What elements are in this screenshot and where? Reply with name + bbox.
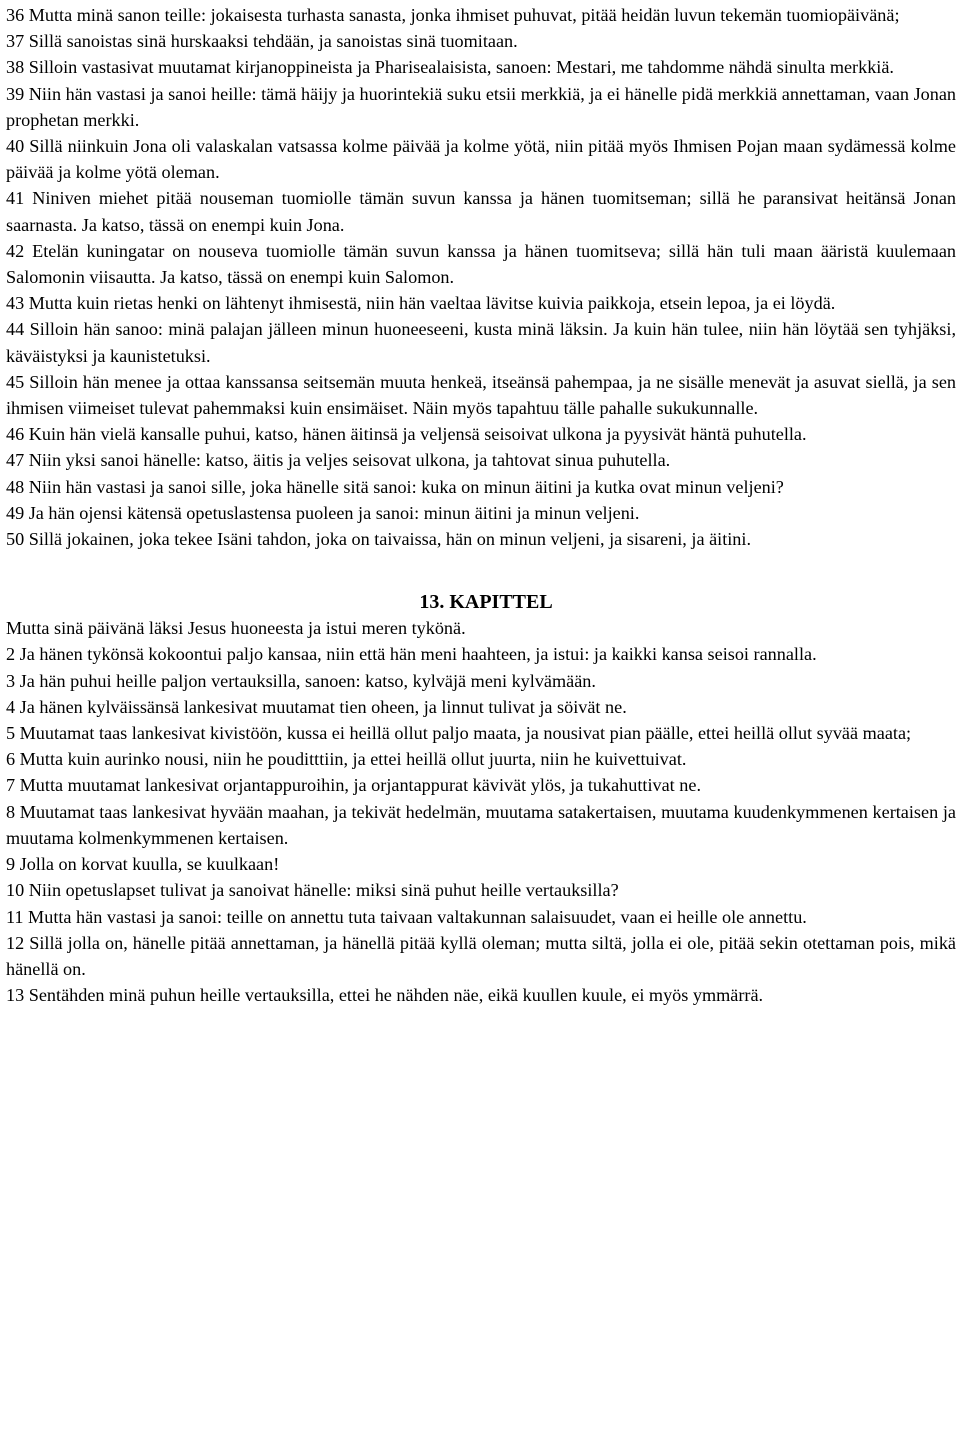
verse: 4 Ja hänen kylväissänsä lankesivat muutamat tien oheen, ja linnut tulivat ja söivät ne.: [6, 696, 627, 717]
verse: 3 Ja hän puhui heille paljon vertauksilla, sanoen: katso, kylväjä meni kylvämään.: [6, 670, 596, 691]
verse: 46 Kuin hän vielä kansalle puhui, katso, hänen äitinsä ja veljensä seisoivat ulkona ja pyysivät häntä puhutella.: [6, 424, 807, 445]
verse: 50 Sillä jokainen, joka tekee Isäni tahdon, joka on taivaissa, hän on minun veljeni, ja sisareni, ja äitini.: [6, 529, 752, 550]
verse: 13 Sentähden minä puhun heille vertauksilla, ettei he nähden näe, eikä kuullen kuule, ei myös ymmärrä.: [6, 985, 764, 1006]
verse: 41 Niniven miehet pitää nouseman tuomiolle tämän suvun kanssa ja hänen tuomitseman; sillä he paransivat heitänsä Jonan saarnasta. Ja katso, tässä on enempi kuin Jona.: [6, 188, 956, 235]
chapter-title: 13. KAPITTEL: [419, 591, 553, 614]
verse: 39 Niin hän vastasi ja sanoi heille: tämä häijy ja huorintekiä suku etsii merkkiä, ja ei hänelle pidä merkkiä annettaman, vaan Jonan prophetan merkki.: [6, 83, 957, 130]
verse: 43 Mutta kuin rietas henki on lähtenyt ihmisestä, niin hän vaeltaa lävitse kuivia paikkoja, etsein lepoa, ja ei löydä.: [6, 293, 836, 314]
verse: 38 Silloin vastasivat muutamat kirjanoppineista ja Pharisealaisista, sanoen: Mestari, me tahdomme nähdä sinulta merkkiä.: [6, 57, 894, 78]
verses-section-1: [6, 2, 956, 552]
verse: 49 Ja hän ojensi kätensä opetuslastensa puoleen ja sanoi: minun äitini ja minun veljeni.: [6, 502, 640, 523]
verse: 2 Ja hänen tykönsä kokoontui paljo kansaa, niin että hän meni haahteen, ja istui: ja kaikki kansa seisoi rannalla.: [6, 644, 817, 665]
verse: 44 Silloin hän sanoo: minä palajan jälleen minun huoneeseeni, kusta minä läksin. Ja kuin hän tulee, niin hän löytää sen tyhjäksi, käväistyksi ja kaunistetuksi.: [6, 319, 956, 366]
verse: 9 Jolla on korvat kuulla, se kuulkaan!: [6, 854, 280, 875]
verse: 48 Niin hän vastasi ja sanoi sille, joka hänelle sitä sanoi: kuka on minun äitini ja kutka ovat minun veljeni?: [6, 476, 784, 497]
verse: 6 Mutta kuin aurinko nousi, niin he pouditttiin, ja ettei heillä ollut juurta, niin he kuivettuivat.: [6, 749, 687, 770]
verse: 12 Sillä jolla on, hänelle pitää annettaman, ja hänellä pitää kyllä oleman; mutta siltä, jolla ei ole, pitää sekin otettaman pois, mikä hänellä on.: [6, 932, 956, 979]
verse: 11 Mutta hän vastasi ja sanoi: teille on annettu tuta taivaan valtakunnan salaisuudet, vaan ei heille ole annettu.: [6, 906, 807, 927]
verse: 8 Muutamat taas lankesivat hyvään maahan, ja tekivät hedelmän, muutama satakertaisen, muutama kuudenkymmenen kertaisen ja muutama kolmenkymmenen kertaisen.: [6, 801, 956, 848]
verse: 37 Sillä sanoistas sinä hurskaaksi tehdään, ja sanoistas sinä tuomitaan.: [6, 31, 518, 52]
verse: 10 Niin opetuslapset tulivat ja sanoivat hänelle: miksi sinä puhut heille vertauksilla?: [6, 880, 619, 901]
verses-section-2: [6, 615, 956, 1008]
document-page: [6, 2, 956, 1008]
verse: 5 Muutamat taas lankesivat kivistöön, kussa ei heillä ollut paljo maata, ja nousivat pian päälle, ettei heillä ollut syvää maata;: [6, 723, 912, 744]
verse: 45 Silloin hän menee ja ottaa kanssansa seitsemän muuta henkeä, itseänsä pahempaa, ja ne sisälle menevät ja asuvat siellä, ja sen ihmisen viimeiset tulevat pahemmaksi kuin ensimäiset. Näin myös tapahtuu tälle pahalle sukukunnalle.: [6, 371, 956, 419]
verse: 7 Mutta muutamat lankesivat orjantappuroihin, ja orjantappurat kävivät ylös, ja tukahuttivat ne.: [6, 775, 701, 796]
verse: 36 Mutta minä sanon teille: jokaisesta turhasta sanasta, jonka ihmiset puhuvat, pitää heidän luvun tekemän tuomiopäivänä;: [6, 5, 900, 25]
verse: 47 Niin yksi sanoi hänelle: katso, äitis ja veljes seisovat ulkona, ja tahtovat sinua puhutella.: [6, 450, 671, 471]
verse: Mutta sinä päivänä läksi Jesus huoneesta ja istui meren tykönä.: [6, 618, 466, 639]
verse: 42 Etelän kuningatar on nouseva tuomiolle tämän suvun kanssa ja hänen tuomitseva; sillä hän tuli maan ääristä kuulemaan Salomonin viisautta. Ja katso, tässä on enempi kuin Salomon.: [6, 240, 956, 288]
verse: 40 Sillä niinkuin Jona oli valaskalan vatsassa kolme päivää ja kolme yötä, niin pitää myös Ihmisen Pojan maan sydämessä kolme päivää ja kolme yötä oleman.: [6, 136, 956, 183]
